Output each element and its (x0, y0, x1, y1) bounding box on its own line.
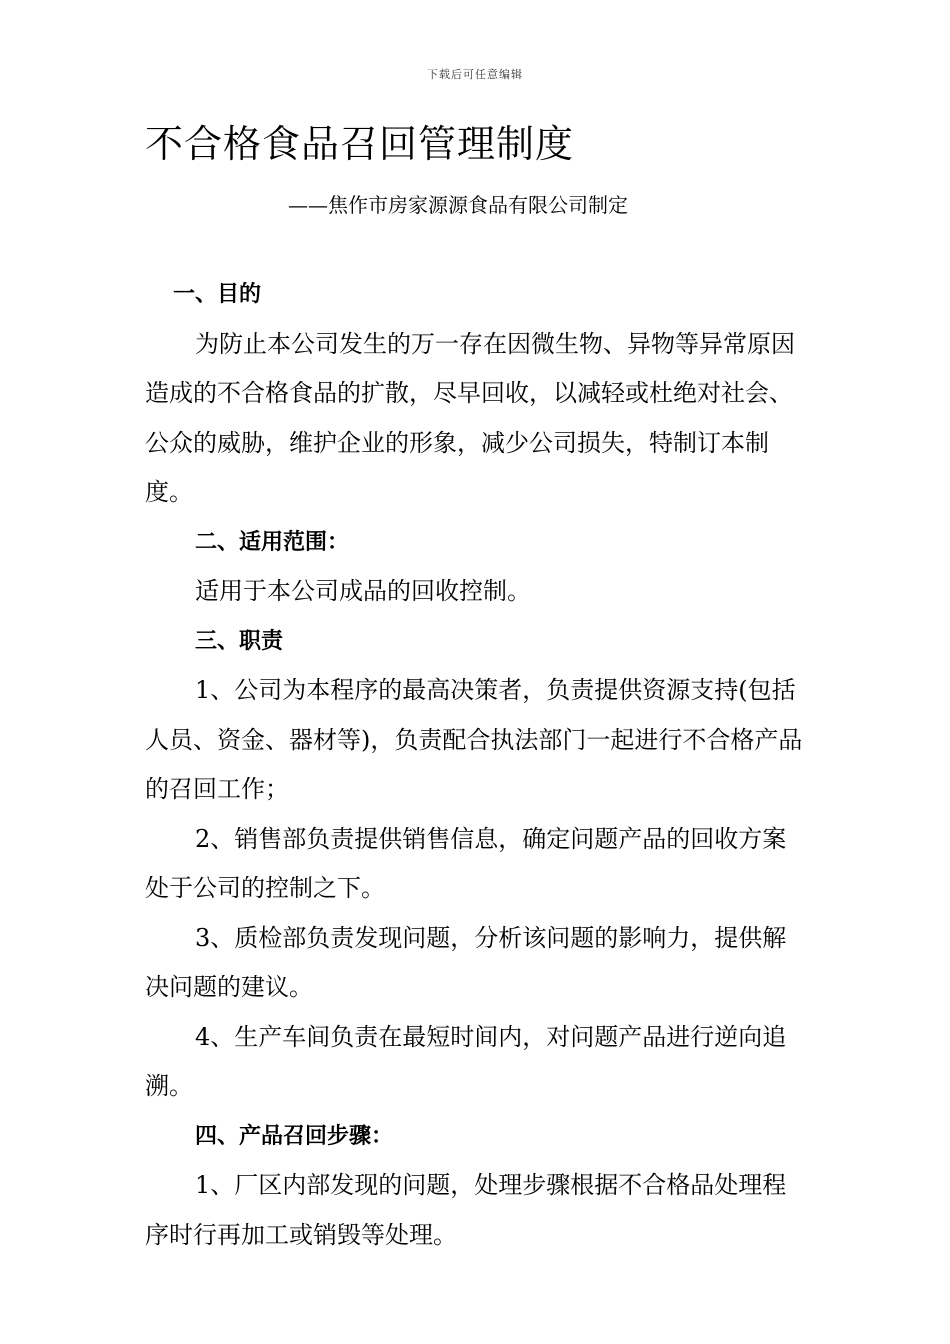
section-heading-recall-steps: 四、产品召回步骤： (195, 1123, 394, 1149)
paragraph-responsibility-1: 1、公司为本程序的最高决策者，负责提供资源支持(包括人员、资金、器材等)，负责配合执法部门一起进行不合格产品的召回工作； (145, 676, 803, 803)
document-subtitle: ——焦作市房家源源食品有限公司制定 (288, 193, 628, 217)
paragraph-responsibility-4: 4、生产车间负责在最短时间内，对问题产品进行逆向追溯。 (145, 1022, 787, 1100)
document-body (145, 270, 809, 1260)
section-heading-purpose: 一、目的 (173, 282, 262, 307)
document-title: 不合格食品召回管理制度 (145, 122, 575, 166)
paragraph-purpose: 为防止本公司发生的万一存在因微生物、异物等异常原因造成的不合格食品的扩散，尽早回收，以减轻或杜绝对社会、公众的威胁，维护企业的形象，减少公司损失，特制订本制度。 (145, 329, 795, 506)
paragraph-recall-step-1: 1、厂区内部发现的问题，处理步骤根据不合格品处理程序时行再加工或销毁等处理。 (145, 1171, 787, 1249)
paragraph-responsibility-3: 3、质检部负责发现问题，分析该问题的影响力，提供解决问题的建议。 (145, 923, 787, 1001)
paragraph-scope: 适用于本公司成品的回收控制。 (195, 577, 531, 605)
header-note: 下载后可任意编辑 (427, 68, 523, 81)
paragraph-responsibility-2: 2、销售部负责提供销售信息，确定问题产品的回收方案处于公司的控制之下。 (145, 824, 787, 902)
section-heading-responsibilities: 三、职责 (195, 628, 284, 654)
section-heading-scope: 二、适用范围： (195, 529, 350, 555)
